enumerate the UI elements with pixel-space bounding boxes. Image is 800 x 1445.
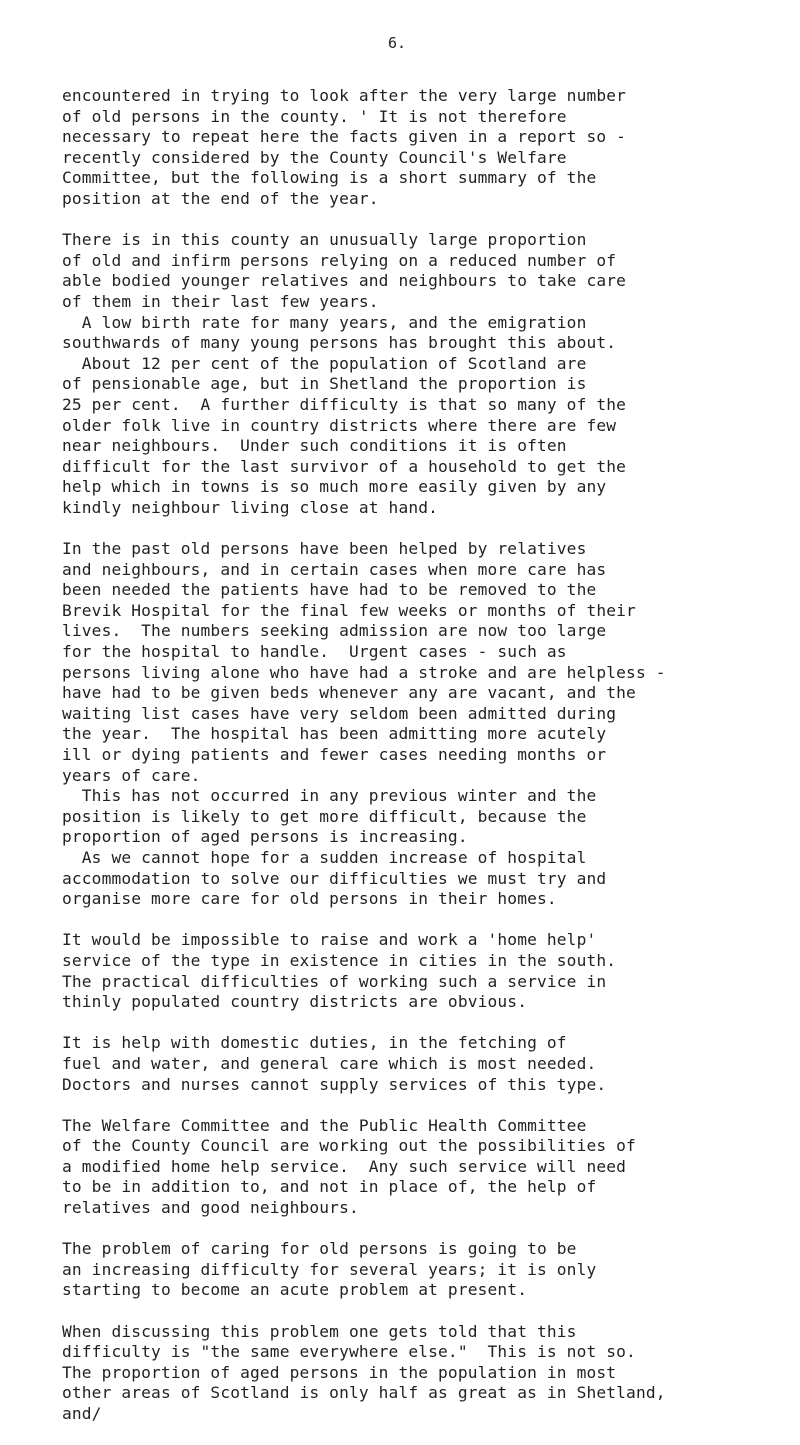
text-line: position at the end of the year. (62, 188, 379, 208)
text-line: necessary to repeat here the facts given in a report so - (62, 127, 627, 147)
text-line: and neighbours, and in certain cases when more care has (62, 559, 607, 579)
text-line: kindly neighbour living close at hand. (62, 497, 439, 517)
text-line: Doctors and nurses cannot supply services of this type. (62, 1074, 607, 1094)
page-number: 6. (388, 34, 407, 52)
text-line: The proportion of aged persons in the population in most (62, 1362, 617, 1382)
text-line: proportion of aged persons is increasing. (62, 827, 468, 847)
text-line: It is help with domestic duties, in the fetching of (62, 1033, 567, 1053)
text-line: accommodation to solve our difficulties we must try and (62, 868, 607, 888)
text-line: Brevik Hospital for the final few weeks or months of their (62, 600, 636, 620)
text-line: ill or dying patients and fewer cases needing months or (62, 745, 607, 764)
text-line: This has not occurred in any previous winter and the (62, 786, 597, 806)
paragraph (62, 930, 794, 1012)
text-line: fuel and water, and general care which is most needed. (62, 1053, 597, 1073)
text-line: A low birth rate for many years, and the emigration (62, 312, 587, 332)
text-line: other areas of Scotland is only half as great as in Shetland, (62, 1383, 666, 1403)
text-line: for the hospital to handle. Urgent cases - such as (62, 642, 567, 662)
text-line: Committee, but the following is a short summary of the (62, 168, 597, 188)
text-line: The practical difficulties of working such a service in (62, 971, 607, 991)
text-line: older folk live in country districts where there are few (62, 415, 617, 435)
text-line: In the past old persons have been helped by relatives (62, 539, 587, 559)
text-line: About 12 per cent of the population of Scotland are (62, 353, 587, 373)
text-line: to be in addition to, and not in place of, the help of (62, 1177, 597, 1197)
text-line: near neighbours. Under such conditions it is often (62, 436, 567, 456)
paragraph (62, 1239, 794, 1301)
text-line: a modified home help service. Any such service will need (62, 1156, 627, 1176)
text-line: 25 per cent. A further difficulty is that so many of the (62, 394, 627, 414)
text-line: persons living alone who have had a stroke and are helpless - (62, 662, 666, 682)
paragraph (62, 1322, 794, 1425)
text-line: have had to be given beds whenever any are vacant, and the (62, 683, 636, 703)
text-line: difficult for the last survivor of a household to get the (62, 456, 627, 476)
body-text (62, 86, 794, 1445)
text-line: and/ (62, 1404, 102, 1423)
text-line: position is likely to get more difficult, because the (62, 806, 587, 826)
text-line: recently considered by the County Council's Welfare (62, 147, 567, 167)
text-line: help which in towns is so much more easily given by any (62, 477, 607, 497)
text-line: of pensionable age, but in Shetland the proportion is (62, 374, 587, 394)
text-line: years of care. (62, 765, 201, 785)
text-line: able bodied younger relatives and neighbours to take care (62, 271, 627, 291)
text-line: an increasing difficulty for several years; it is only (62, 1259, 597, 1279)
text-line: waiting list cases have very seldom been admitted during (62, 703, 617, 723)
text-line: As we cannot hope for a sudden increase of hospital (62, 847, 587, 867)
text-line: service of the type in existence in cities in the south. (62, 950, 617, 970)
paragraph (62, 86, 794, 210)
text-line: It would be impossible to raise and work a 'home help' (62, 930, 597, 950)
paragraph (62, 539, 794, 910)
text-line: been needed the patients have had to be removed to the (62, 580, 597, 600)
text-line: There is in this county an unusually large proportion (62, 230, 587, 250)
paragraph (62, 1116, 794, 1219)
text-line: The problem of caring for old persons is going to be (62, 1239, 577, 1259)
text-line: relatives and good neighbours. (62, 1198, 359, 1218)
paragraph (62, 230, 794, 518)
text-line: starting to become an acute problem at present. (62, 1280, 528, 1300)
text-line: of the County Council are working out the possibilities of (62, 1136, 636, 1156)
text-line: of old persons in the county. ' It is not therefore (62, 106, 567, 126)
text-line: organise more care for old persons in their homes. (62, 889, 557, 909)
text-line: the year. The hospital has been admitting more acutely (62, 724, 607, 744)
text-line: southwards of many young persons has brought this about. (62, 333, 617, 353)
text-line: lives. The numbers seeking admission are now too large (62, 621, 607, 641)
text-line: The Welfare Committee and the Public Health Committee (62, 1115, 587, 1135)
text-line: of old and infirm persons relying on a reduced number of (62, 250, 617, 270)
text-line: When discussing this problem one gets told that this (62, 1321, 577, 1341)
text-line: of them in their last few years. (62, 291, 379, 311)
text-line: thinly populated country districts are obvious. (62, 992, 528, 1012)
text-line: difficulty is "the same everywhere else." This is not so. (62, 1342, 636, 1362)
paragraph (62, 1033, 794, 1095)
text-line: encountered in trying to look after the very large number (62, 86, 627, 105)
